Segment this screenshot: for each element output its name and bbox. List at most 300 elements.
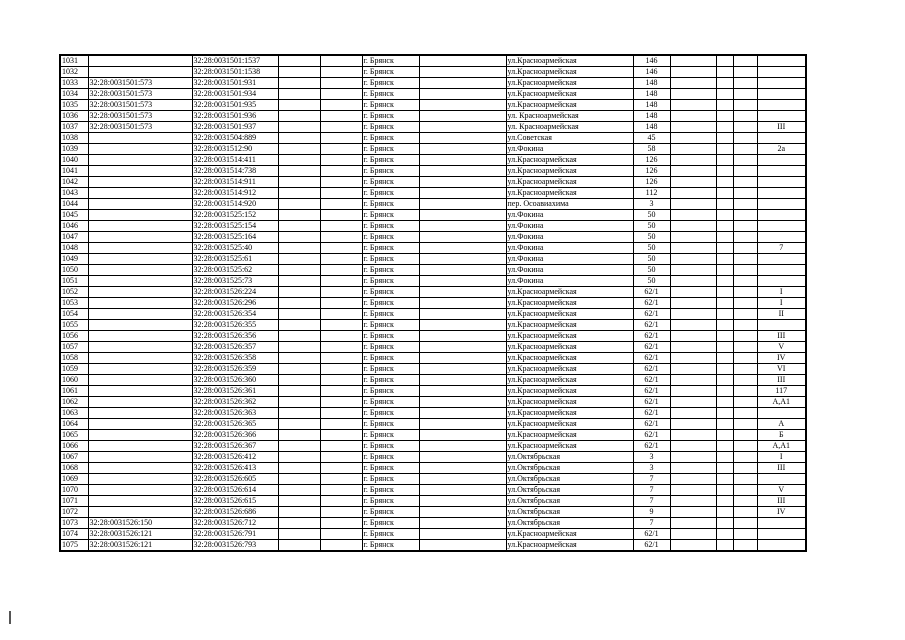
city-cell: г. Брянск <box>362 397 419 408</box>
empty-cell <box>320 518 362 529</box>
parent-cadastral-cell <box>88 67 192 78</box>
city-cell: г. Брянск <box>362 122 419 133</box>
empty-cell <box>320 474 362 485</box>
empty-cell <box>278 166 320 177</box>
house-number-cell: 146 <box>633 67 670 78</box>
row-number-cell: 1042 <box>60 177 88 188</box>
house-number-cell: 148 <box>633 89 670 100</box>
cadastral-number-cell: 32:28:0031526:605 <box>192 474 278 485</box>
table-row <box>60 353 806 364</box>
table-row <box>60 408 806 419</box>
empty-cell <box>278 463 320 474</box>
empty-cell <box>670 408 716 419</box>
city-cell: г. Брянск <box>362 254 419 265</box>
empty-cell <box>320 89 362 100</box>
empty-cell <box>419 55 506 67</box>
house-number-cell: 62/1 <box>633 364 670 375</box>
row-number-cell: 1059 <box>60 364 88 375</box>
empty-cell <box>320 397 362 408</box>
empty-cell <box>419 199 506 210</box>
table-row <box>60 331 806 342</box>
empty-cell <box>419 441 506 452</box>
parent-cadastral-cell <box>88 243 192 254</box>
empty-cell <box>670 78 716 89</box>
row-number-cell: 1075 <box>60 540 88 552</box>
empty-cell <box>716 221 733 232</box>
empty-cell <box>320 441 362 452</box>
empty-cell <box>278 254 320 265</box>
cadastral-number-cell: 32:28:0031526:224 <box>192 287 278 298</box>
empty-cell <box>278 320 320 331</box>
parent-cadastral-cell <box>88 265 192 276</box>
scan-artifact-mark <box>9 611 11 624</box>
row-number-cell: 1047 <box>60 232 88 243</box>
house-number-cell: 62/1 <box>633 419 670 430</box>
house-number-cell: 62/1 <box>633 353 670 364</box>
house-number-cell: 62/1 <box>633 298 670 309</box>
street-cell: ул.Красноармейская <box>506 342 633 353</box>
empty-cell <box>716 298 733 309</box>
empty-cell <box>320 529 362 540</box>
empty-cell <box>733 507 757 518</box>
liter-cell <box>757 199 806 210</box>
cadastral-number-cell: 32:28:0031526:363 <box>192 408 278 419</box>
empty-cell <box>419 419 506 430</box>
street-cell: ул.Красноармейская <box>506 408 633 419</box>
empty-cell <box>716 397 733 408</box>
table-row <box>60 89 806 100</box>
empty-cell <box>278 375 320 386</box>
empty-cell <box>320 419 362 430</box>
empty-cell <box>278 155 320 166</box>
empty-cell <box>419 254 506 265</box>
empty-cell <box>278 331 320 342</box>
empty-cell <box>716 408 733 419</box>
empty-cell <box>419 309 506 320</box>
empty-cell <box>419 232 506 243</box>
city-cell: г. Брянск <box>362 166 419 177</box>
cadastral-number-cell: 32:28:0031512:90 <box>192 144 278 155</box>
empty-cell <box>419 463 506 474</box>
house-number-cell: 62/1 <box>633 386 670 397</box>
liter-cell: IV <box>757 507 806 518</box>
empty-cell <box>716 67 733 78</box>
empty-cell <box>320 452 362 463</box>
empty-cell <box>278 419 320 430</box>
parent-cadastral-cell <box>88 166 192 177</box>
cadastral-number-cell: 32:28:0031526:358 <box>192 353 278 364</box>
liter-cell <box>757 232 806 243</box>
liter-cell <box>757 254 806 265</box>
row-number-cell: 1057 <box>60 342 88 353</box>
liter-cell: 2а <box>757 144 806 155</box>
city-cell: г. Брянск <box>362 89 419 100</box>
street-cell: ул.Красноармейская <box>506 55 633 67</box>
empty-cell <box>716 474 733 485</box>
empty-cell <box>733 463 757 474</box>
row-number-cell: 1033 <box>60 78 88 89</box>
liter-cell <box>757 100 806 111</box>
empty-cell <box>278 265 320 276</box>
empty-cell <box>419 243 506 254</box>
cadastral-number-cell: 32:28:0031501:1538 <box>192 67 278 78</box>
empty-cell <box>716 364 733 375</box>
cadastral-number-cell: 32:28:0031514:911 <box>192 177 278 188</box>
city-cell: г. Брянск <box>362 210 419 221</box>
empty-cell <box>670 474 716 485</box>
empty-cell <box>278 430 320 441</box>
empty-cell <box>716 144 733 155</box>
empty-cell <box>733 78 757 89</box>
cadastral-number-cell: 32:28:0031526:614 <box>192 485 278 496</box>
table-row <box>60 298 806 309</box>
liter-cell: Б <box>757 430 806 441</box>
parent-cadastral-cell <box>88 507 192 518</box>
row-number-cell: 1065 <box>60 430 88 441</box>
house-number-cell: 3 <box>633 452 670 463</box>
street-cell: ул.Красноармейская <box>506 397 633 408</box>
parent-cadastral-cell <box>88 309 192 320</box>
empty-cell <box>419 474 506 485</box>
empty-cell <box>419 122 506 133</box>
house-number-cell: 62/1 <box>633 375 670 386</box>
parent-cadastral-cell <box>88 430 192 441</box>
parent-cadastral-cell <box>88 496 192 507</box>
liter-cell <box>757 166 806 177</box>
parent-cadastral-cell: 32:28:0031501:573 <box>88 89 192 100</box>
empty-cell <box>670 89 716 100</box>
liter-cell <box>757 221 806 232</box>
liter-cell <box>757 133 806 144</box>
house-number-cell: 62/1 <box>633 287 670 298</box>
empty-cell <box>733 496 757 507</box>
row-number-cell: 1052 <box>60 287 88 298</box>
city-cell: г. Брянск <box>362 155 419 166</box>
parent-cadastral-cell <box>88 408 192 419</box>
parent-cadastral-cell <box>88 397 192 408</box>
house-number-cell: 62/1 <box>633 309 670 320</box>
empty-cell <box>716 111 733 122</box>
empty-cell <box>670 155 716 166</box>
table-row <box>60 265 806 276</box>
parent-cadastral-cell: 32:28:0031501:573 <box>88 78 192 89</box>
empty-cell <box>670 243 716 254</box>
row-number-cell: 1061 <box>60 386 88 397</box>
liter-cell <box>757 474 806 485</box>
empty-cell <box>733 320 757 331</box>
empty-cell <box>320 133 362 144</box>
street-cell: ул.Красноармейская <box>506 287 633 298</box>
empty-cell <box>419 518 506 529</box>
cadastral-number-cell: 32:28:0031526:354 <box>192 309 278 320</box>
row-number-cell: 1035 <box>60 100 88 111</box>
empty-cell <box>733 353 757 364</box>
cadastral-number-cell: 32:28:0031525:152 <box>192 210 278 221</box>
table-row <box>60 188 806 199</box>
parent-cadastral-cell <box>88 188 192 199</box>
house-number-cell: 50 <box>633 221 670 232</box>
empty-cell <box>733 419 757 430</box>
empty-cell <box>320 188 362 199</box>
row-number-cell: 1051 <box>60 276 88 287</box>
row-number-cell: 1045 <box>60 210 88 221</box>
empty-cell <box>733 188 757 199</box>
city-cell: г. Брянск <box>362 55 419 67</box>
empty-cell <box>716 78 733 89</box>
empty-cell <box>716 540 733 552</box>
empty-cell <box>278 287 320 298</box>
empty-cell <box>670 122 716 133</box>
city-cell: г. Брянск <box>362 386 419 397</box>
city-cell: г. Брянск <box>362 188 419 199</box>
cadastral-number-cell: 32:28:0031526:791 <box>192 529 278 540</box>
table-row <box>60 452 806 463</box>
empty-cell <box>670 518 716 529</box>
table-row <box>60 529 806 540</box>
empty-cell <box>733 232 757 243</box>
street-cell: ул.Красноармейская <box>506 331 633 342</box>
empty-cell <box>733 199 757 210</box>
table-row <box>60 78 806 89</box>
cadastral-number-cell: 32:28:0031526:412 <box>192 452 278 463</box>
empty-cell <box>320 243 362 254</box>
empty-cell <box>716 320 733 331</box>
empty-cell <box>320 298 362 309</box>
empty-cell <box>419 144 506 155</box>
empty-cell <box>320 67 362 78</box>
house-number-cell: 146 <box>633 55 670 67</box>
house-number-cell: 126 <box>633 166 670 177</box>
empty-cell <box>716 122 733 133</box>
cadastral-number-cell: 32:28:0031514:411 <box>192 155 278 166</box>
empty-cell <box>320 463 362 474</box>
house-number-cell: 62/1 <box>633 331 670 342</box>
empty-cell <box>419 320 506 331</box>
parent-cadastral-cell <box>88 144 192 155</box>
cadastral-number-cell: 32:28:0031501:935 <box>192 100 278 111</box>
empty-cell <box>278 386 320 397</box>
street-cell: ул.Фокина <box>506 232 633 243</box>
empty-cell <box>320 276 362 287</box>
city-cell: г. Брянск <box>362 529 419 540</box>
empty-cell <box>419 133 506 144</box>
empty-cell <box>320 254 362 265</box>
city-cell: г. Брянск <box>362 540 419 552</box>
empty-cell <box>670 221 716 232</box>
liter-cell <box>757 55 806 67</box>
empty-cell <box>419 408 506 419</box>
city-cell: г. Брянск <box>362 375 419 386</box>
house-number-cell: 7 <box>633 496 670 507</box>
liter-cell <box>757 210 806 221</box>
cadastral-number-cell: 32:28:0031514:912 <box>192 188 278 199</box>
cadastral-number-cell: 32:28:0031526:357 <box>192 342 278 353</box>
empty-cell <box>320 78 362 89</box>
liter-cell <box>757 67 806 78</box>
street-cell: ул.Красноармейская <box>506 309 633 320</box>
liter-cell: V <box>757 342 806 353</box>
empty-cell <box>278 507 320 518</box>
empty-cell <box>716 243 733 254</box>
table-row <box>60 155 806 166</box>
empty-cell <box>716 155 733 166</box>
liter-cell: I <box>757 287 806 298</box>
empty-cell <box>320 353 362 364</box>
empty-cell <box>419 364 506 375</box>
empty-cell <box>670 232 716 243</box>
empty-cell <box>670 353 716 364</box>
city-cell: г. Брянск <box>362 320 419 331</box>
empty-cell <box>278 89 320 100</box>
empty-cell <box>278 144 320 155</box>
registry-body <box>60 55 806 551</box>
row-number-cell: 1062 <box>60 397 88 408</box>
liter-cell: III <box>757 375 806 386</box>
liter-cell: IV <box>757 353 806 364</box>
city-cell: г. Брянск <box>362 485 419 496</box>
house-number-cell: 9 <box>633 507 670 518</box>
empty-cell <box>320 265 362 276</box>
city-cell: г. Брянск <box>362 232 419 243</box>
street-cell: ул.Красноармейская <box>506 441 633 452</box>
empty-cell <box>733 540 757 552</box>
empty-cell <box>716 232 733 243</box>
table-row <box>60 55 806 67</box>
table-row <box>60 210 806 221</box>
house-number-cell: 148 <box>633 100 670 111</box>
empty-cell <box>716 463 733 474</box>
house-number-cell: 62/1 <box>633 408 670 419</box>
empty-cell <box>419 529 506 540</box>
empty-cell <box>320 287 362 298</box>
cadastral-number-cell: 32:28:0031526:366 <box>192 430 278 441</box>
liter-cell: V <box>757 485 806 496</box>
liter-cell <box>757 540 806 552</box>
city-cell: г. Брянск <box>362 496 419 507</box>
empty-cell <box>278 364 320 375</box>
parent-cadastral-cell <box>88 419 192 430</box>
empty-cell <box>733 342 757 353</box>
city-cell: г. Брянск <box>362 331 419 342</box>
empty-cell <box>419 452 506 463</box>
cadastral-number-cell: 32:28:0031501:931 <box>192 78 278 89</box>
empty-cell <box>320 496 362 507</box>
empty-cell <box>278 243 320 254</box>
parent-cadastral-cell <box>88 353 192 364</box>
empty-cell <box>716 353 733 364</box>
liter-cell: А <box>757 419 806 430</box>
parent-cadastral-cell: 32:28:0031526:150 <box>88 518 192 529</box>
empty-cell <box>733 111 757 122</box>
empty-cell <box>716 507 733 518</box>
empty-cell <box>670 265 716 276</box>
empty-cell <box>320 55 362 67</box>
parent-cadastral-cell <box>88 155 192 166</box>
empty-cell <box>716 210 733 221</box>
table-row <box>60 496 806 507</box>
table-row <box>60 430 806 441</box>
cadastral-number-cell: 32:28:0031525:154 <box>192 221 278 232</box>
row-number-cell: 1054 <box>60 309 88 320</box>
row-number-cell: 1063 <box>60 408 88 419</box>
empty-cell <box>320 111 362 122</box>
liter-cell: III <box>757 463 806 474</box>
empty-cell <box>670 364 716 375</box>
empty-cell <box>419 177 506 188</box>
cadastral-number-cell: 32:28:0031525:40 <box>192 243 278 254</box>
street-cell: ул.Фокина <box>506 243 633 254</box>
parent-cadastral-cell: 32:28:0031501:573 <box>88 100 192 111</box>
liter-cell: А,А1 <box>757 397 806 408</box>
empty-cell <box>670 144 716 155</box>
empty-cell <box>320 540 362 552</box>
empty-cell <box>733 397 757 408</box>
empty-cell <box>733 364 757 375</box>
city-cell: г. Брянск <box>362 111 419 122</box>
empty-cell <box>419 276 506 287</box>
cadastral-number-cell: 32:28:0031526:413 <box>192 463 278 474</box>
empty-cell <box>670 452 716 463</box>
empty-cell <box>716 287 733 298</box>
city-cell: г. Брянск <box>362 177 419 188</box>
empty-cell <box>733 166 757 177</box>
table-row <box>60 122 806 133</box>
cadastral-number-cell: 32:28:0031525:164 <box>192 232 278 243</box>
empty-cell <box>320 408 362 419</box>
empty-cell <box>320 166 362 177</box>
house-number-cell: 50 <box>633 265 670 276</box>
street-cell: ул.Красноармейская <box>506 386 633 397</box>
row-number-cell: 1041 <box>60 166 88 177</box>
street-cell: ул.Красноармейская <box>506 177 633 188</box>
row-number-cell: 1074 <box>60 529 88 540</box>
empty-cell <box>320 320 362 331</box>
empty-cell <box>278 397 320 408</box>
empty-cell <box>419 430 506 441</box>
empty-cell <box>278 452 320 463</box>
row-number-cell: 1073 <box>60 518 88 529</box>
parent-cadastral-cell <box>88 210 192 221</box>
empty-cell <box>278 221 320 232</box>
row-number-cell: 1055 <box>60 320 88 331</box>
house-number-cell: 50 <box>633 210 670 221</box>
street-cell: ул.Красноармейская <box>506 540 633 552</box>
empty-cell <box>733 386 757 397</box>
parent-cadastral-cell <box>88 177 192 188</box>
house-number-cell: 50 <box>633 232 670 243</box>
table-row <box>60 375 806 386</box>
empty-cell <box>419 342 506 353</box>
city-cell: г. Брянск <box>362 221 419 232</box>
row-number-cell: 1038 <box>60 133 88 144</box>
parent-cadastral-cell <box>88 375 192 386</box>
empty-cell <box>670 177 716 188</box>
house-number-cell: 148 <box>633 78 670 89</box>
table-row <box>60 397 806 408</box>
empty-cell <box>278 67 320 78</box>
empty-cell <box>670 166 716 177</box>
house-number-cell: 62/1 <box>633 342 670 353</box>
liter-cell <box>757 89 806 100</box>
row-number-cell: 1048 <box>60 243 88 254</box>
city-cell: г. Брянск <box>362 353 419 364</box>
city-cell: г. Брянск <box>362 133 419 144</box>
table-row <box>60 100 806 111</box>
house-number-cell: 148 <box>633 122 670 133</box>
row-number-cell: 1060 <box>60 375 88 386</box>
row-number-cell: 1071 <box>60 496 88 507</box>
empty-cell <box>733 287 757 298</box>
